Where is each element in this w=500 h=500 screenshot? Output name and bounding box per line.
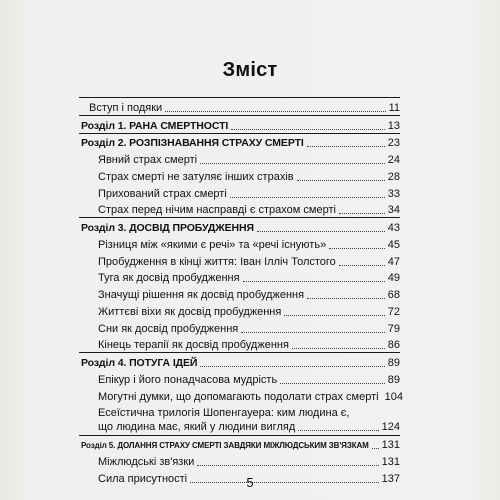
dot-leader [200,163,385,164]
toc-page-number: 79 [387,322,400,335]
dot-leader [257,231,385,232]
toc-entry [79,252,400,269]
dot-leader [339,265,385,266]
toc-page-number: 131 [381,456,400,468]
dot-leader [339,213,385,214]
dot-leader [243,281,385,282]
toc-entry [79,387,403,404]
toc-entry-title: Сила присутності [98,472,188,485]
toc-page-number: 89 [387,373,400,386]
toc-page-number: 86 [387,339,400,352]
toc-entry [79,336,400,353]
dot-leader [165,111,385,112]
page-number: 5 [246,475,254,490]
toc-chapter-title: Розділ 4. ПОТУГА ІДЕЙ [81,357,198,369]
dot-leader [230,197,385,198]
toc-entry [79,452,400,469]
page-title: Зміст [222,59,278,81]
toc-entry-title: Прихований страх смерті [98,187,227,200]
dot-leader [372,448,379,449]
dot-leader [280,383,385,384]
dot-leader [200,366,384,367]
dot-leader [307,298,385,299]
toc-entry [79,404,400,435]
toc-page-number: 131 [381,439,400,452]
toc-entry-title: Вступ і подяки [89,101,163,114]
toc-chapter [79,352,400,370]
toc-entry [79,98,400,115]
dot-leader [241,332,385,333]
toc-chapter [79,435,400,453]
toc-page-number: 11 [388,101,400,114]
toc-page-number: 43 [387,222,400,234]
toc-page-number: 89 [387,357,400,369]
dot-leader [292,348,385,349]
toc-chapter [79,133,400,151]
toc-page-number: 13 [387,119,400,132]
toc-page-number: 28 [387,170,400,183]
toc-entry-title: Сни як досвід пробудження [98,322,239,335]
toc-page-number: 49 [387,272,400,285]
dot-leader [298,430,378,431]
toc-entry [79,150,400,167]
toc-chapter-title: Розділ 1. РАНА СМЕРТНОСТІ [81,119,229,132]
toc-page-number: 34 [387,204,400,217]
toc-page-number: 23 [387,137,400,150]
toc-entry-title-line1: Есеїстична трилогія Шопенгауера: ким людина є, [98,406,350,419]
toc-entry [79,201,400,218]
toc-chapter [79,217,400,235]
toc-entry-title-line2: що людина має, який у людини вигляд [98,420,296,433]
toc-entry [79,184,400,201]
toc-page-number: 45 [387,238,400,251]
toc-entry-title: Явний страх смерті [98,154,198,166]
toc-entry-title: Життєві віхи як досвід пробудження [98,305,282,318]
toc-page-number: 24 [387,154,400,166]
toc-entry [79,370,400,387]
dot-leader [231,129,385,130]
toc-chapter [79,115,400,133]
toc-entry-title: Туга як досвід пробудження [98,272,240,285]
toc-entry-title: Епікур і його понадчасова мудрість [98,373,278,386]
toc-page-number: 68 [387,289,400,301]
dot-leader [307,146,385,147]
toc-entry [79,167,400,184]
toc-page-number: 72 [387,305,400,318]
toc-page-number: 33 [387,187,400,200]
dot-leader [284,315,384,316]
toc-entry-title: Пробудження в кінці життя: Іван Ілліч Толстого [98,255,336,268]
toc-page-number: 47 [387,255,400,268]
toc-page-number: 104 [384,390,403,403]
toc-entry [79,285,400,302]
toc-chapter-title: Розділ 3. ДОСВІД ПРОБУДЖЕННЯ [81,222,254,234]
toc-chapter-title: Розділ 5. ДОЛАННЯ СТРАХУ СМЕРТІ ЗАВДЯКИ МІЖЛЮДСЬКИМ ЗВ'ЯЗКАМ [81,441,369,451]
toc-page-number: 137 [381,472,400,485]
toc-entry [79,235,400,252]
toc-entry [79,302,400,319]
toc-entry-title: Кінець терапії як досвід пробудження [98,339,289,352]
toc-entry-title: Міжлюдські зв'язки [98,456,195,468]
toc-page-number: 124 [381,420,400,433]
toc-entry-title: Різниця між «якими є речі» та «речі існують» [98,238,327,251]
dot-leader [329,248,385,249]
table-of-contents [79,97,403,486]
toc-entry-title: Страх смерті не затуляє інших страхів [98,170,294,183]
toc-entry [79,319,400,336]
toc-entry-title: Значущі рішення як досвід пробудження [98,289,305,301]
toc-chapter-title: Розділ 2. РОЗПІЗНАВАННЯ СТРАХУ СМЕРТІ [81,137,304,150]
dot-leader [297,180,385,181]
toc-entry [79,269,400,286]
toc-entry-title: Могутні думки, що допомагають подолати страх смерті [98,390,379,403]
toc-entry-title: Страх перед нічим насправді є страхом смерті [98,204,336,217]
dot-leader [197,465,378,466]
